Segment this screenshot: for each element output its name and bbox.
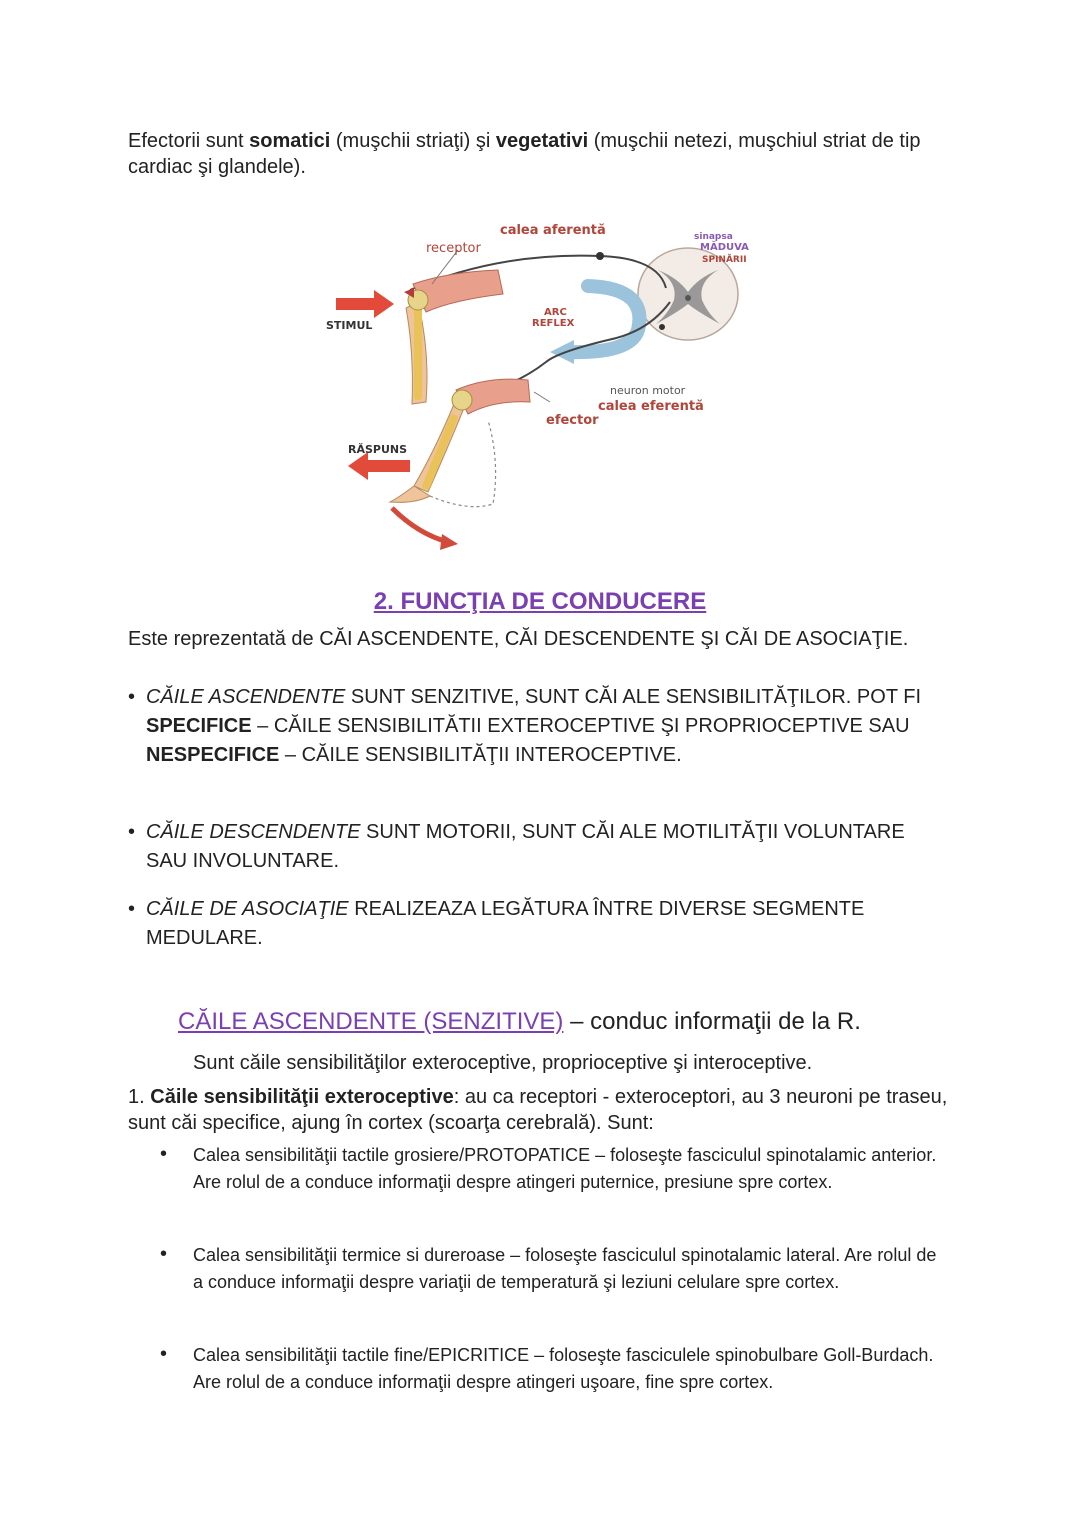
- section2-intro: Este reprezentată de CĂI ASCENDENTE, CĂI DESCENDENTE ŞI CĂI DE ASOCIAŢIE.: [128, 628, 909, 650]
- label-neuron-motor: neuron motor: [610, 384, 686, 397]
- cai-ascendente-link[interactable]: CĂILE ASCENDENTE (SENZITIVE): [178, 1008, 564, 1035]
- label-sinapsa: sinapsa: [694, 232, 733, 242]
- bullet-icon: •: [160, 1143, 168, 1165]
- arc-reflex-arrow: [568, 286, 639, 352]
- subsection-intro: Sunt căile sensibilităţilor exteroceptive, proprioceptive şi interoceptive.: [193, 1052, 813, 1074]
- list-item: • CĂILE DE ASOCIAŢIE REALIZEAZA LEGĂTURA ÎNTRE DIVERSE SEGMENTE MEDULARE.: [128, 895, 948, 953]
- label-receptor: receptor: [426, 241, 481, 256]
- reflex-arc-figure: [318, 212, 778, 552]
- intro-bold-somatici: somatici: [249, 130, 331, 152]
- intro-bold-vegetativi: vegetativi: [495, 130, 589, 152]
- label-raspuns: RĂSPUNS: [348, 443, 408, 456]
- intro-text-3: (muşchii netezi, muşchiul striat de tip cardiac şi glandele).: [128, 130, 921, 178]
- label-calea-eferenta: calea eferentă: [598, 399, 704, 414]
- intro-text-1: Efectorii sunt: [128, 130, 250, 152]
- section-title-functia-de-conducere: 2. FUNCŢIA DE CONDUCERE: [373, 588, 707, 615]
- list-item: • Calea sensibilităţii tactile fine/EPICRITICE – foloseşte fasciculele spinobulbare Goll-Burdach. Are rolul de a conduce informaţii despre atingeri uşoare, fine spre cortex.: [160, 1343, 934, 1392]
- exteroceptive-paragraph: 1. Căile sensibilităţii exteroceptive: au ca receptori - exteroceptori, au 3 neuroni pe traseu, sunt căi specifice, ajung în cortex (scoarţa cerebrală). Sunt:: [128, 1086, 948, 1134]
- stimulus-arrow: [336, 290, 394, 318]
- label-efector: efector: [546, 413, 599, 428]
- label-stimul: STIMUL: [326, 319, 373, 332]
- label-maduva: MĂDUVA: [700, 242, 749, 253]
- bullet-icon: •: [128, 686, 136, 708]
- list-item: • CĂILE ASCENDENTE SUNT SENZITIVE, SUNT CĂI ALE SENSIBILITĂŢILOR. POT FI SPECIFICE – CĂILE SENSIBILITĂTII EXTEROCEPTIVE ŞI PROPRIOCEPTIVE SAU NESPECIFICE – CĂILE SENSIBILITĂŢII INTEROCEPTIVE.: [128, 683, 948, 770]
- bullet-icon: •: [128, 821, 136, 843]
- intro-text-2: (muşchii striaţi) şi: [330, 130, 496, 152]
- intro-paragraph: [128, 128, 958, 180]
- list-item: • CĂILE DESCENDENTE SUNT MOTORII, SUNT CĂI ALE MOTILITĂŢII VOLUNTARE SAU INVOLUNTARE.: [128, 818, 948, 876]
- bullet-icon: •: [160, 1343, 168, 1365]
- bullet-icon: •: [160, 1243, 168, 1265]
- leg-lower-illustration: [390, 379, 530, 507]
- label-calea-aferenta: calea aferentă: [500, 223, 606, 238]
- bullet-icon: •: [128, 898, 136, 920]
- label-spinarii: SPINĂRII: [702, 255, 747, 265]
- response-arrow: [348, 452, 410, 480]
- label-reflex: REFLEX: [532, 318, 575, 329]
- movement-arrow: [392, 508, 448, 542]
- list-item: • Calea sensibilităţii termice si dureroase – foloseşte fasciculul spinotalamic lateral. Are rolul de a conduce informaţii despre variaţii de temperatură şi leziuni celulare spre cortex.: [160, 1243, 937, 1292]
- list-item: • Calea sensibilităţii tactile grosiere/PROTOPATICE – foloseşte fasciculul spinotalamic anterior. Are rolul de a conduce informaţii despre atingeri puternice, presiune spre cortex.: [160, 1143, 937, 1192]
- label-arc: ARC: [544, 307, 567, 318]
- subsection-heading: CĂILE ASCENDENTE (SENZITIVE) – conduc informaţii de la R.: [178, 1008, 861, 1035]
